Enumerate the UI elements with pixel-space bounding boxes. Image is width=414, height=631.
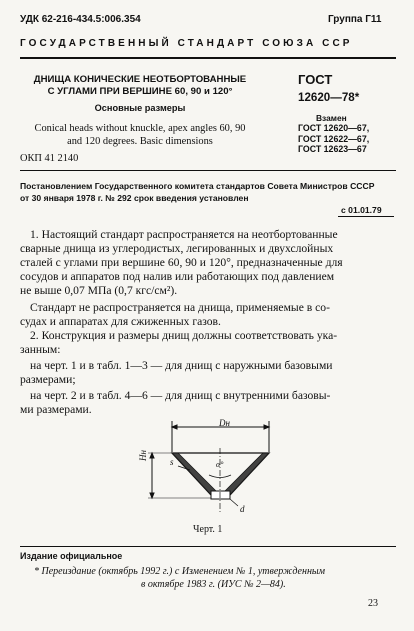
para-2-line: размерами; [20, 373, 76, 386]
para-2-line: 2. Конструкция и размеры днищ должны соответствовать ука- [30, 329, 338, 342]
dim-outer-diameter: Dн [219, 418, 230, 428]
dim-angle: α° [216, 460, 224, 469]
para-1-line: 1. Настоящий стандарт распространяется на неотбортованные [30, 228, 338, 241]
header-divider [20, 57, 396, 59]
effective-date: с 01.01.79 [341, 205, 382, 215]
doc-title-line2: С УГЛАМИ ПРИ ВЕРШИНЕ 60, 90 и 120° [47, 86, 233, 97]
gost-label: ГОСТ [298, 72, 333, 87]
dim-height: Hн [138, 450, 148, 461]
para-1-line: сосудов и аппаратов под налив или работающих под давлением [20, 270, 335, 283]
para-2-line: на черт. 2 и в табл. 4—6 — для днищ с внутренними базовы- [30, 389, 331, 402]
para-note-line: судах и аппаратах для сжиженных газов. [20, 315, 221, 328]
replaces-item: ГОСТ 12620—67, [298, 123, 370, 133]
reissue-note-line1: * Переиздание (октябрь 1992 г.) с Изменением № 1, утвержденным [34, 566, 326, 577]
para-1-line: сварные днища из углеродистых, легированных и двухслойных [20, 242, 334, 255]
english-title-line2: and 120 degrees. Basic dimensions [67, 136, 213, 147]
d-leader [230, 499, 238, 506]
cone-section-left [172, 453, 216, 495]
conical-head-drawing [130, 418, 280, 518]
doc-title-line1: ДНИЩА КОНИЧЕСКИЕ НЕОТБОРТОВАННЫЕ [33, 74, 247, 85]
doc-subtitle: Основные размеры [94, 103, 186, 113]
english-title [20, 122, 260, 148]
replaces-list [298, 123, 369, 155]
para-note-line: Стандарт не распространяется на днища, применяемые в со- [30, 301, 330, 314]
footer-divider [20, 546, 396, 547]
para-2-line: ми размерами. [20, 403, 92, 416]
replaces-label: Взамен [316, 113, 347, 123]
para-2-line: занным: [20, 343, 61, 356]
reissue-note-line2: в октябре 1983 г. (ИУС № 2—84). [141, 579, 286, 590]
resolution-line1: Постановлением Государственного комитета стандартов Совета Министров СССР [20, 181, 375, 191]
agency-header: ГОСУДАРСТВЕННЫЙ СТАНДАРТ СОЮЗА ССР [20, 38, 353, 49]
english-title-line1: Conical heads without knuckle, apex angles 60, 90 [34, 123, 246, 134]
bottom-hole [211, 491, 230, 499]
replaces-item: ГОСТ 12623—67 [298, 144, 367, 154]
doc-title [20, 74, 260, 98]
resolution-line2: от 30 января 1978 г. № 292 срок введения установлен [20, 193, 249, 203]
title-divider [20, 170, 396, 171]
cone-section-right [225, 453, 269, 495]
para-1-line: не выше 0,07 МПа (0,7 кгс/см²). [20, 284, 178, 297]
para-2-line: на черт. 1 и в табл. 1—3 — для днищ с наружными базовыми [30, 359, 333, 372]
dim-thickness: s [170, 457, 174, 467]
effective-date-underline [338, 216, 394, 217]
replaces-item: ГОСТ 12622—67, [298, 133, 370, 144]
page-number: 23 [368, 598, 378, 609]
udk-code: УДК 62-216-434.5:006.354 [20, 14, 141, 25]
gost-number: 12620—78* [298, 91, 360, 104]
official-edition: Издание официальное [20, 551, 123, 561]
para-1-line: сталей с углами при вершине 60, 90 и 120°, предназначенные для [20, 256, 343, 269]
dim-hole-diameter: d [240, 504, 245, 514]
figure-caption: Черт. 1 [193, 524, 223, 535]
okp-code: ОКП 41 2140 [20, 153, 79, 164]
group-code: Группа Г11 [328, 14, 382, 25]
